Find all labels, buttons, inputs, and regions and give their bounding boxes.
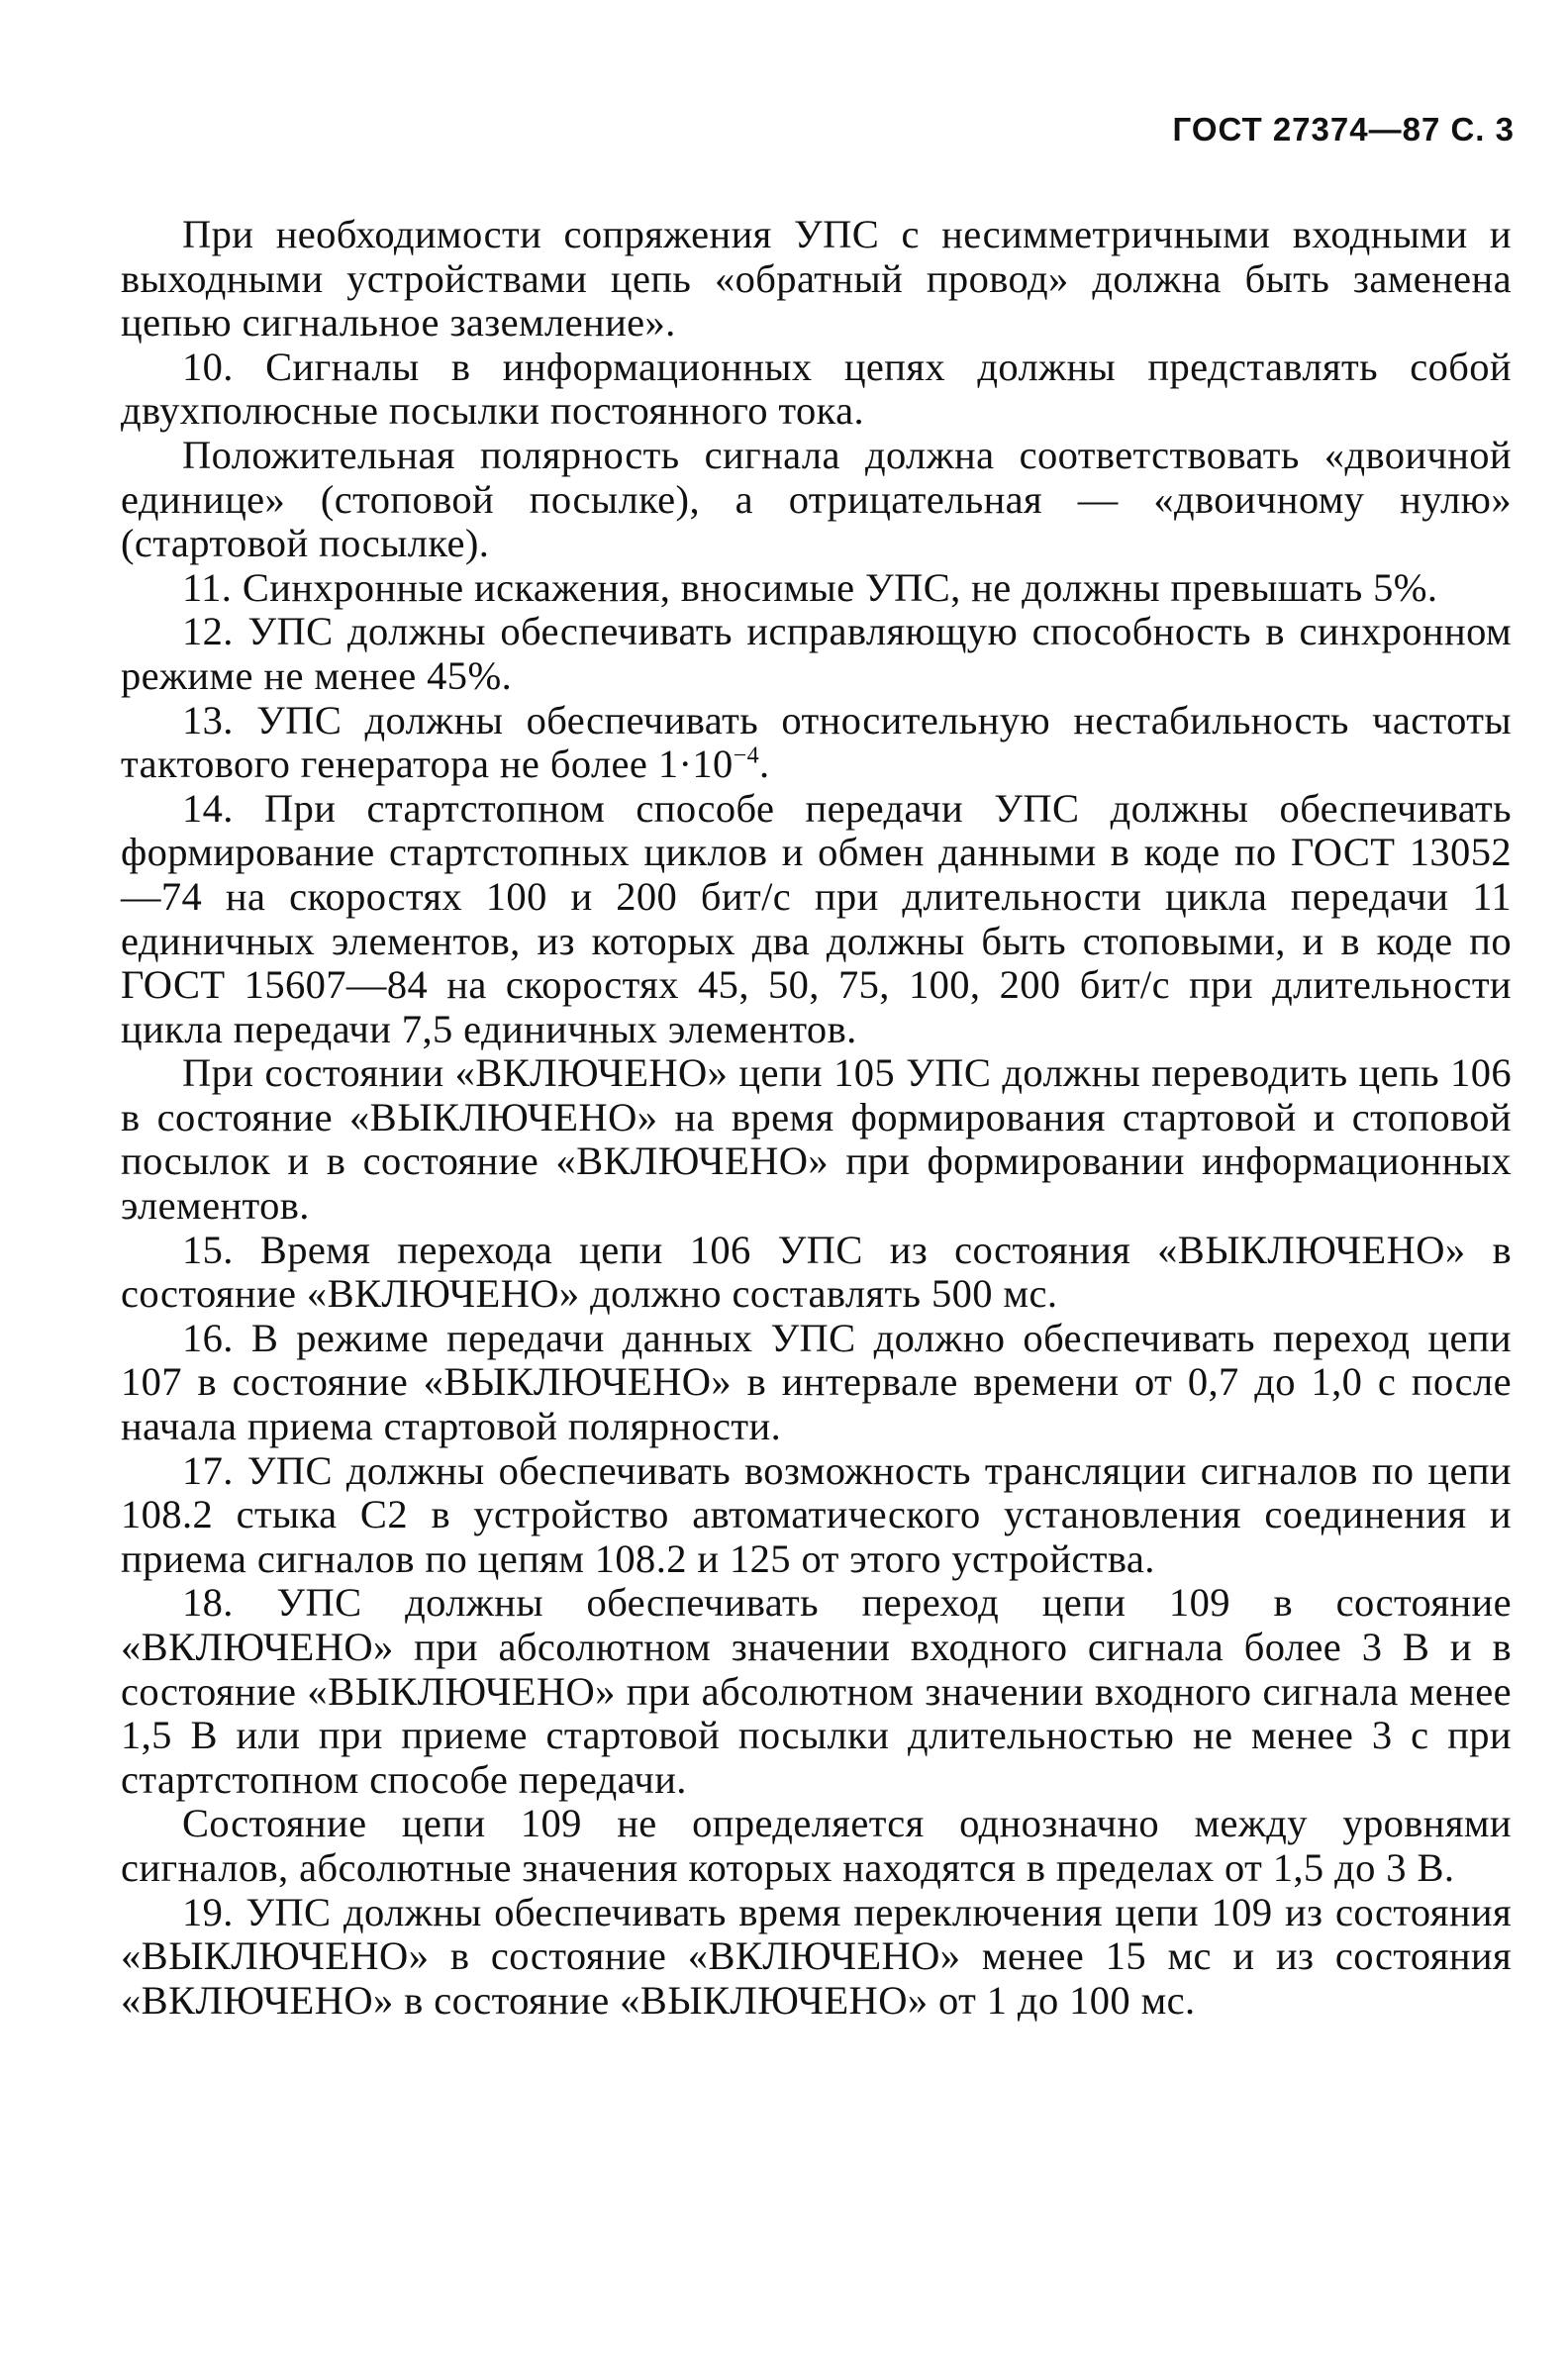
paragraph-item-10: 10. Сигналы в информационных цепях должны представлять собой двухполюсные посылки постоянного тока. xyxy=(121,344,1512,434)
paragraph-circuit-105: При состоянии «ВКЛЮЧЕНО» цепи 105 УПС должны переводить цепь 106 в состояние «ВЫКЛЮЧЕНО» на время формирования стартовой и стоповой посылок и в состояние «ВКЛЮЧЕНО» при формировании информационных элементов. xyxy=(121,1050,1512,1229)
paragraph-item-19: 19. УПС должны обеспечивать время переключения цепи 109 из состояния «ВЫКЛЮЧЕНО» в состояние «ВКЛЮЧЕНО» менее 15 мс и из состояния «ВКЛЮЧЕНО» в состояние «ВЫКЛЮЧЕНО» от 1 до 100 мс. xyxy=(121,1889,1512,2023)
paragraph-item-13 xyxy=(121,699,1512,787)
paragraph-interface-note: При необходимости сопряжения УПС с несимметричными входными и выходными устройствами цепь «обратный провод» должна быть заменена цепью сигнальное заземление». xyxy=(121,212,1512,346)
standard-number: ГОСТ 27374—87 xyxy=(1172,111,1441,148)
page-header xyxy=(1148,111,1515,148)
paragraph-item-14: 14. При стартстопном способе передачи УПС должны обеспечивать формирование стартстопных циклов и обмен данными в коде по ГОСТ 13052—74 на скоростях 100 и 200 бит/с при длительности цикла передачи 11 единичных элементов, из которых два должны быть стоповыми, и в коде по ГОСТ 15607—84 на скоростях 45, 50, 75, 100, 200 бит/с при длительности цикла передачи 7,5 единичных элементов. xyxy=(121,785,1512,1051)
paragraph-polarity: Положительная полярность сигнала должна соответствовать «двоичной единице» (стоповой посылке), а отрицательная — «двоичному нулю» (стартовой посылке). xyxy=(121,432,1512,566)
page-number: С. 3 xyxy=(1450,111,1515,148)
paragraph-item-15: 15. Время перехода цепи 106 УПС из состояния «ВЫКЛЮЧЕНО» в состояние «ВКЛЮЧЕНО» должно составлять 500 мс. xyxy=(121,1227,1512,1317)
paragraph-item-16: 16. В режиме передачи данных УПС должно обеспечивать переход цепи 107 в состояние «ВЫКЛЮЧЕНО» в интервале времени от 0,7 до 1,0 с после начала приема стартовой полярности. xyxy=(121,1315,1512,1449)
item-13-exponent: −4 xyxy=(733,742,760,769)
paragraph-item-17: 17. УПС должны обеспечивать возможность трансляции сигналов по цепи 108.2 стыка С2 в устройство автоматического установления соединения и приема сигналов по цепям 108.2 и 125 от этого устройства. xyxy=(121,1447,1512,1581)
paragraph-item-11: 11. Синхронные искажения, вносимые УПС, не должны превышать 5%. xyxy=(182,564,1438,610)
paragraph-item-12: 12. УПС должны обеспечивать исправляющую способность в синхронном режиме не менее 45%. xyxy=(121,609,1512,698)
paragraph-item-18: 18. УПС должны обеспечивать переход цепи 109 в состояние «ВКЛЮЧЕНО» при абсолютном значении входного сигнала более 3 В и в состояние «ВЫКЛЮЧЕНО» при абсолютном значении входного сигнала менее 1,5 В или при приеме стартовой посылки длительностью не менее 3 с при стартстопном способе передачи. xyxy=(121,1580,1512,1802)
paragraph-circuit-109-state: Состояние цепи 109 не определяется однозначно между уровнями сигналов, абсолютные значения которых находятся в пределах от 1,5 до 3 В. xyxy=(121,1801,1512,1890)
item-13-end: . xyxy=(759,742,770,787)
body-text xyxy=(121,213,1512,2023)
item-13-text: 13. УПС должны обеспечивать относительную нестабильность частоты тактового генератора не более 1·10 xyxy=(121,697,1512,787)
